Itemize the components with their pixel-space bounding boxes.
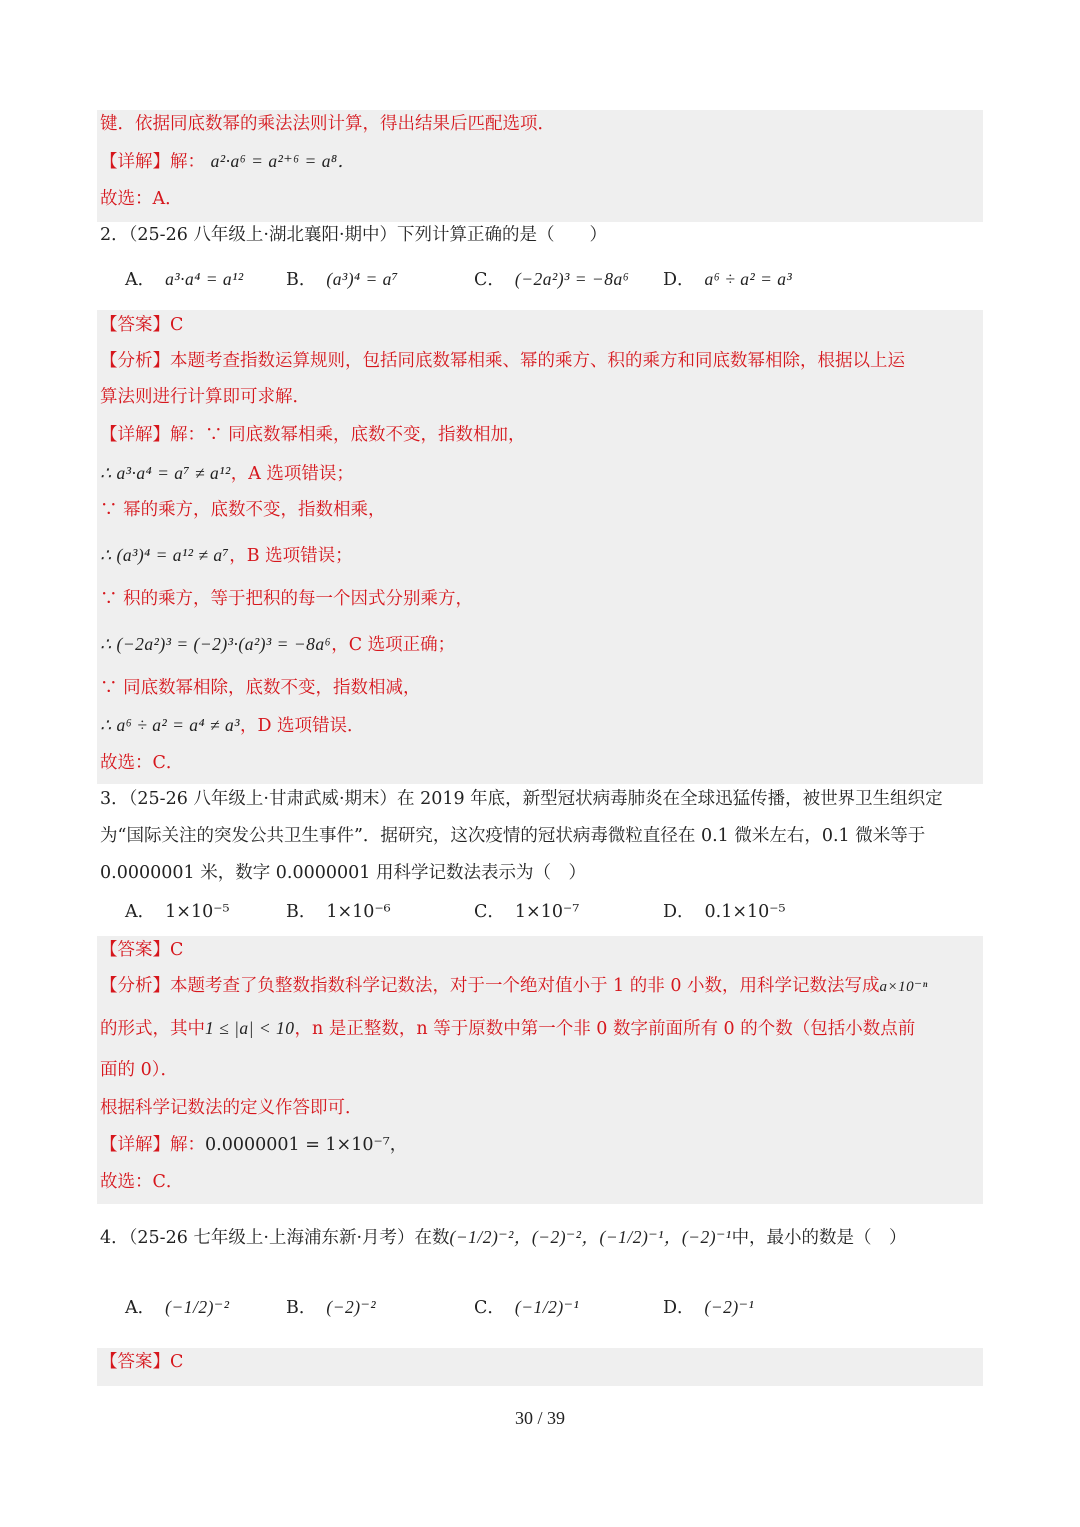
page-number: 30 / 39 xyxy=(514,1408,565,1428)
q4-option-a: A． (−1/2)⁻² xyxy=(125,1297,230,1318)
q2-analysis-line2: 算法则进行计算即可求解． xyxy=(100,387,310,407)
q2-answer: 【答案】C xyxy=(100,315,184,335)
q3-analysis-line3: 面的 0）． xyxy=(100,1060,178,1080)
q3-option-c: C． 1×10⁻⁷ xyxy=(474,902,580,922)
q4-option-c: C． (−1/2)⁻¹ xyxy=(474,1297,580,1318)
q3-stem-line2: 为“国际关注的突发公共卫生事件”．据研究，这次疫情的冠状病毒微粒直径在 0.1 微米左右，0.1 微米等于 xyxy=(100,826,926,846)
q3-analysis-line1: 【分析】本题考查了负整数指数科学记数法，对于一个绝对值小于 1 的非 0 小数，用科学记数法写成a×10⁻ⁿ xyxy=(100,976,928,996)
q2-detail-line7: ∵ 同底数幂相除，底数不变，指数相减， xyxy=(100,678,421,698)
q2-analysis-line1: 【分析】本题考查指数运算规则，包括同底数幂相乘、幂的乘方、积的乘方和同底数幂相除，根据以上运 xyxy=(100,351,905,371)
q4-option-b: B． (−2)⁻² xyxy=(286,1297,377,1318)
q2-option-a: A． a³·a⁴ = a¹² xyxy=(125,269,244,290)
q4-option-d: D． (−2)⁻¹ xyxy=(663,1297,755,1318)
q3-option-d: D． 0.1×10⁻⁵ xyxy=(663,902,786,922)
q4-answer: 【答案】C xyxy=(100,1352,184,1372)
q3-option-b: B． 1×10⁻⁶ xyxy=(286,902,391,922)
q2-detail-line6: ∴ (−2a²)³ = (−2)³·(a²)³ = −8a⁶，C 选项正确； xyxy=(100,634,456,655)
q3-analysis-line2: 的形式，其中1 ≤ |a| < 10，n 是正整数，n 等于原数中第一个非 0 数字前面所有 0 的个数（包括小数点前 xyxy=(100,1018,916,1039)
q2-choose-line: 故选：C． xyxy=(100,753,184,773)
q2-detail-line2: ∴ a³·a⁴ = a⁷ ≠ a¹²，A 选项错误； xyxy=(100,463,354,484)
q2-detail-line5: ∵ 积的乘方，等于把积的每一个因式分别乘方， xyxy=(100,589,474,609)
q3-analysis-line4: 根据科学记数法的定义作答即可． xyxy=(100,1098,363,1118)
q2-detail-line3: ∵ 幂的乘方，底数不变，指数相乘， xyxy=(100,500,386,520)
q4-stem: 4．（25-26 七年级上·上海浦东新·月考）在数(−1/2)⁻²，(−2)⁻²，(−1/2)⁻¹，(−2)⁻¹中，最小的数是（ ） xyxy=(100,1227,907,1248)
q2-stem: 2．（25-26 八年级上·湖北襄阳·期中）下列计算正确的是（ ） xyxy=(100,225,608,245)
q1-detail-line: 【详解】解： a²·a⁶ = a²⁺⁶ = a⁸． xyxy=(100,151,356,172)
q2-option-c: C． (−2a²)³ = −8a⁶ xyxy=(474,269,630,290)
q3-stem-line1: 3．（25-26 八年级上·甘肃武威·期末）在 2019 年底，新型冠状病毒肺炎在全球迅猛传播，被世界卫生组织定 xyxy=(100,789,943,809)
q3-answer: 【答案】C xyxy=(100,940,184,960)
q1-choose-line: 故选：A． xyxy=(100,189,183,209)
q1-text-line: 键．依据同底数幂的乘法法则计算，得出结果后匹配选项． xyxy=(100,114,555,134)
q3-choose-line: 故选：C． xyxy=(100,1172,184,1192)
q3-detail-line: 【详解】解：0.0000001 = 1×10⁻⁷， xyxy=(100,1135,408,1155)
q2-detail-line1: 【详解】解：∵ 同底数幂相乘，底数不变，指数相加， xyxy=(100,425,526,445)
q3-option-a: A． 1×10⁻⁵ xyxy=(125,902,230,922)
q2-option-d: D． a⁶ ÷ a² = a³ xyxy=(663,269,793,290)
q2-detail-line4: ∴ (a³)⁴ = a¹² ≠ a⁷，B 选项错误； xyxy=(100,545,353,566)
q2-detail-line8: ∴ a⁶ ÷ a² = a⁴ ≠ a³，D 选项错误． xyxy=(100,715,365,736)
q3-stem-line3: 0.0000001 米，数字 0.0000001 用科学记数法表示为（ ） xyxy=(100,863,586,883)
q2-option-b: B． (a³)⁴ = a⁷ xyxy=(286,269,399,290)
